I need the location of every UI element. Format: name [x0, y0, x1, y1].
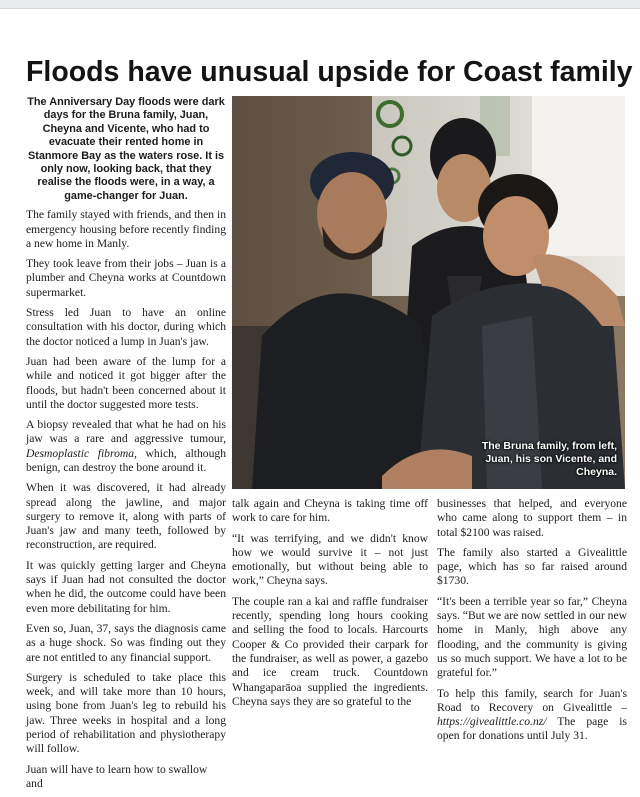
body-paragraph-help [437, 687, 627, 744]
text-segment: To help this family, search for Juan's Road to Recovery on Givealittle – [437, 686, 627, 714]
givealittle-link[interactable]: https://givealittle.co.nz/ [437, 715, 547, 729]
body-paragraph: Stress led Juan to have an online consultation with his doctor, during which the doctor noticed a lump in Juan's jaw. [26, 306, 226, 348]
text-segment: , which, although benign, can destroy the bone around it. [26, 446, 226, 474]
body-paragraph: Juan will have to learn how to swallow and [26, 762, 208, 790]
body-paragraph: Juan had been aware of the lump for a while and noticed it got bigger after the floods, but hadn't been concerned about it until the doctor suggested more tests. [26, 354, 226, 411]
text-segment: A biopsy revealed that what he had on his jaw was a rare and aggressive tumour, [26, 418, 226, 446]
body-paragraph: “It's been a terrible year so far,” Cheyna says. “But we are now settled in our new home in Manly, high above any flooding, and the community is giving us so much support. We have a lot to be grateful for.” [437, 594, 627, 680]
body-paragraph: The family also started a Givealittle page, which has so far raised around $1730. [437, 545, 627, 588]
body-paragraph: When it was discovered, it had already spread along the jawline, and major surgery to remove it, along with parts of Juan's jaw and many teeth, followed by reconstruction, are required. [26, 481, 226, 552]
body-paragraph: It was quickly getting larger and Cheyna says if Juan had not consulted the doctor when he did, the outcome could have been even more debilitating for him. [26, 558, 226, 615]
body-paragraph: talk again and Cheyna is taking time off work to care for him. [232, 497, 428, 525]
medical-term: Desmoplastic fibroma [26, 446, 135, 460]
browser-top-band [0, 0, 640, 9]
family-photo [232, 96, 625, 489]
body-paragraph: They took leave from their jobs – Juan is a plumber and Cheyna works at Countdown supermarket. [26, 257, 226, 299]
body-paragraph: “It was terrifying, and we didn't know how we would survive it – not just emotionally, but without being able to work,” Cheyna says. [232, 531, 428, 588]
body-paragraph: The family stayed with friends, and then in emergency housing before recently finding a new home in Manly. [26, 208, 226, 250]
column-1 [26, 96, 226, 797]
body-paragraph: The couple ran a kai and raffle fundraiser recently, spending long hours cooking and selling the food to locals. Harcourts Cooper & Co provided their carpark for the fundraiser, as well as power, a gazebo and ice cream truck. Countdown Whangaparāoa supplied the ingredients. Cheyna says they are so grateful to the [232, 594, 428, 708]
family-photo-illustration [232, 96, 625, 489]
photo-caption: The Bruna family, from left, Juan, his son Vicente, and Cheyna. [481, 440, 617, 478]
body-paragraph: Surgery is scheduled to take place this week, and will take more than 10 hours, using bone from Juan's leg to rebuild his jaw. Three weeks in hospital and a long period of rehabilitation and physiotherapy will follow. [26, 670, 226, 756]
body-paragraph: Even so, Juan, 37, says the diagnosis came as a huge shock. So was finding out they are not entitled to any financial support. [26, 621, 226, 664]
lead-paragraph: The Anniversary Day floods were dark days for the Bruna family, Juan, Cheyna and Vicente, who had to evacuate their rented home in Stanmore Bay as the waters rose. It is only now, looking back, that they realise the floods were, in a way, a game-changer for Juan. [27, 96, 225, 202]
headline: Floods have unusual upside for Coast family [26, 56, 633, 88]
column-3 [437, 497, 627, 750]
body-paragraph: businesses that helped, and everyone who came along to support them – in total $2100 was raised. [437, 497, 627, 539]
text-segment: The page is open for donations until July 31. [437, 715, 627, 743]
column-2 [232, 497, 428, 715]
body-paragraph-biopsy [26, 418, 226, 475]
